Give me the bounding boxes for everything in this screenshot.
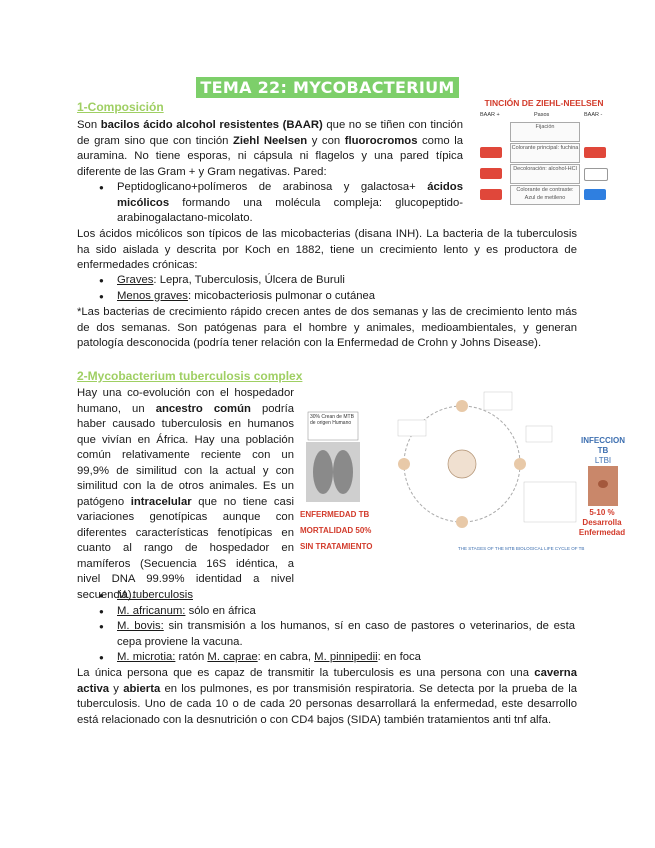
left-lung-shape: [313, 450, 333, 494]
label-enfermedad-tb: ENFERMEDAD TB: [300, 510, 370, 519]
zn-step-row: [478, 185, 610, 207]
figure-caption: THE STAGES OF THE MTB BIOLOGICAL LIFE CYCLE OF TB: [458, 546, 585, 551]
zn-step: Colorante principal: fuchina: [510, 143, 580, 163]
cycle-center: [448, 450, 476, 478]
swatch-red: [480, 147, 502, 158]
cycle-note-box: [398, 420, 426, 436]
baar-negative-label: BAAR -: [584, 112, 603, 118]
section-2-heading: 2-Mycobacterium tuberculosis complex: [77, 369, 303, 383]
ziehl-neelsen-title: TINCIÓN DE ZIEHL-NEELSEN: [484, 98, 604, 108]
section-2-species-list: [95, 588, 575, 666]
label-ltbi: LTBI: [594, 456, 612, 465]
section-1-paragraph-2: Los ácidos micólicos son típicos de las micobacterias (disana INH). La bacteria de la tuberculosis ha sido aislada y descrita por Koch en 1882, tiene un crecimiento lento y es productora de enfermedades crónicas:: [77, 228, 577, 271]
swatch-blue: [584, 189, 606, 200]
swatch-red: [480, 168, 502, 179]
cycle-note-box: [526, 426, 552, 442]
zn-step: Fijación: [510, 122, 580, 142]
zn-step-row: [478, 164, 610, 186]
swatch-red: [480, 189, 502, 200]
cycle-node-bottom: [456, 516, 468, 528]
section-1-paragraph-1: Son bacilos ácido alcohol resistentes (BAAR) que no se tiñen con tinción de gram sino que con tinción Ziehl Neelsen y con fluorocromos como la auramina. No tiene esporas, ni cápsula ni flagelos y una pared típica diferente de las Gram + y Gram negativas. Pared:: [77, 119, 463, 178]
ziehl-neelsen-figure: [478, 98, 610, 208]
label-percent: 5-10 %: [589, 508, 615, 517]
cycle-node-top: [456, 400, 468, 412]
swatch-red: [584, 147, 606, 158]
cycle-node-right: [514, 458, 526, 470]
zn-step: Colorante de contraste: Azul de metileno: [510, 185, 580, 205]
cycle-note-box: [484, 392, 512, 410]
list-item: ● M. tuberculosis: [95, 588, 575, 604]
list-item: ● M. bovis: sin transmisión a los humanos, sí en caso de pastores o veterinarios, de esta cepa proviene la vacuna.: [95, 619, 575, 650]
tb-cycle-figure: [298, 386, 630, 556]
baar-positive-label: BAAR +: [480, 112, 500, 118]
right-lung-shape: [333, 450, 353, 494]
list-item: ● M. microtia: ratón M. caprae: en cabra, M. pinnipedii: en foca: [95, 650, 575, 666]
section-1-heading: 1-Composición: [77, 100, 164, 114]
skin-test-mark: [598, 480, 608, 488]
section-1-disease-list: [95, 273, 575, 304]
cycle-node-left: [398, 458, 410, 470]
label-sin-tratamiento: SIN TRATAMIENTO: [300, 542, 373, 551]
page-title: TEMA 22: MYCOBACTERIUM: [196, 77, 458, 98]
zn-step: Decoloración: alcohol-HCl: [510, 164, 580, 184]
steps-label: Pasos: [534, 112, 550, 118]
label-enfermedad: Enfermedad: [578, 528, 626, 537]
title-wrap: [0, 77, 655, 98]
swatch-white: [584, 168, 608, 181]
section-1-paragraph-3: *Las bacterias de crecimiento rápido crecen antes de dos semanas y las de crecimiento lento más de dos semanas. Son patógenas para el hombre y animales, medioambientales, y generan patología desconocida (podría tener relación con la Enfermedad de Crohn y Johns Disease).: [77, 306, 577, 349]
list-item: ● Peptidoglicano+polímeros de arabinosa y galactosa+ ácidos micólicos formando una molécula compleja: glucopeptido-arabinogalactano-micolato.: [95, 180, 463, 227]
label-tb: TB: [597, 446, 609, 455]
origin-box-text: 30% Crean de MTB de origen Humano: [310, 414, 354, 426]
list-item: ● Graves: Lepra, Tuberculosis, Úlcera de Buruli: [95, 273, 575, 289]
label-desarrolla: Desarrolla: [582, 518, 622, 527]
label-mortalidad: MORTALIDAD 50%: [300, 526, 372, 535]
section-2-paragraph-1: Hay una co-evolución con el hospedador humano, un ancestro común podría haber causado tuberculosis en humanos que vivían en África. Hay una población común relativamente reciente con un 99,9% de similitud con la actual y con similitud con la de otros animales. Es un patógeno intracelular que no tiene casi variaciones genotípicas aunque con diferentes características fenotípicas en cuanto al rango de hospedador en mamíferos (Secuencia 16S idéntica, a nivel DNA 99.99% identidad a nivel secuencia).: [77, 387, 294, 601]
section-2-paragraph-2: La única persona que es capaz de transmitir la tuberculosis es una persona con una caverna activa y abierta en los pulmones, es por transmisión respiratoria. Se detecta por la prueba de la tuberculosis. Uno de cada 10 o de cada 20 personas desarrollará la enfermedad, este desarrollo está relacionado con la desnutrición o con CD4 bajos (SIDA) también tratamientos anti tnf alfa.: [77, 667, 577, 726]
zn-step-row: [478, 143, 610, 165]
label-infeccion: INFECCION: [581, 436, 625, 445]
zn-step-row: [478, 122, 610, 144]
cycle-note-box: [524, 482, 576, 522]
list-item: ● M. africanum: sólo en áfrica: [95, 604, 575, 620]
section-1-wall-list: [95, 180, 463, 227]
list-item: ● Menos graves: micobacteriosis pulmonar o cutánea: [95, 289, 575, 305]
